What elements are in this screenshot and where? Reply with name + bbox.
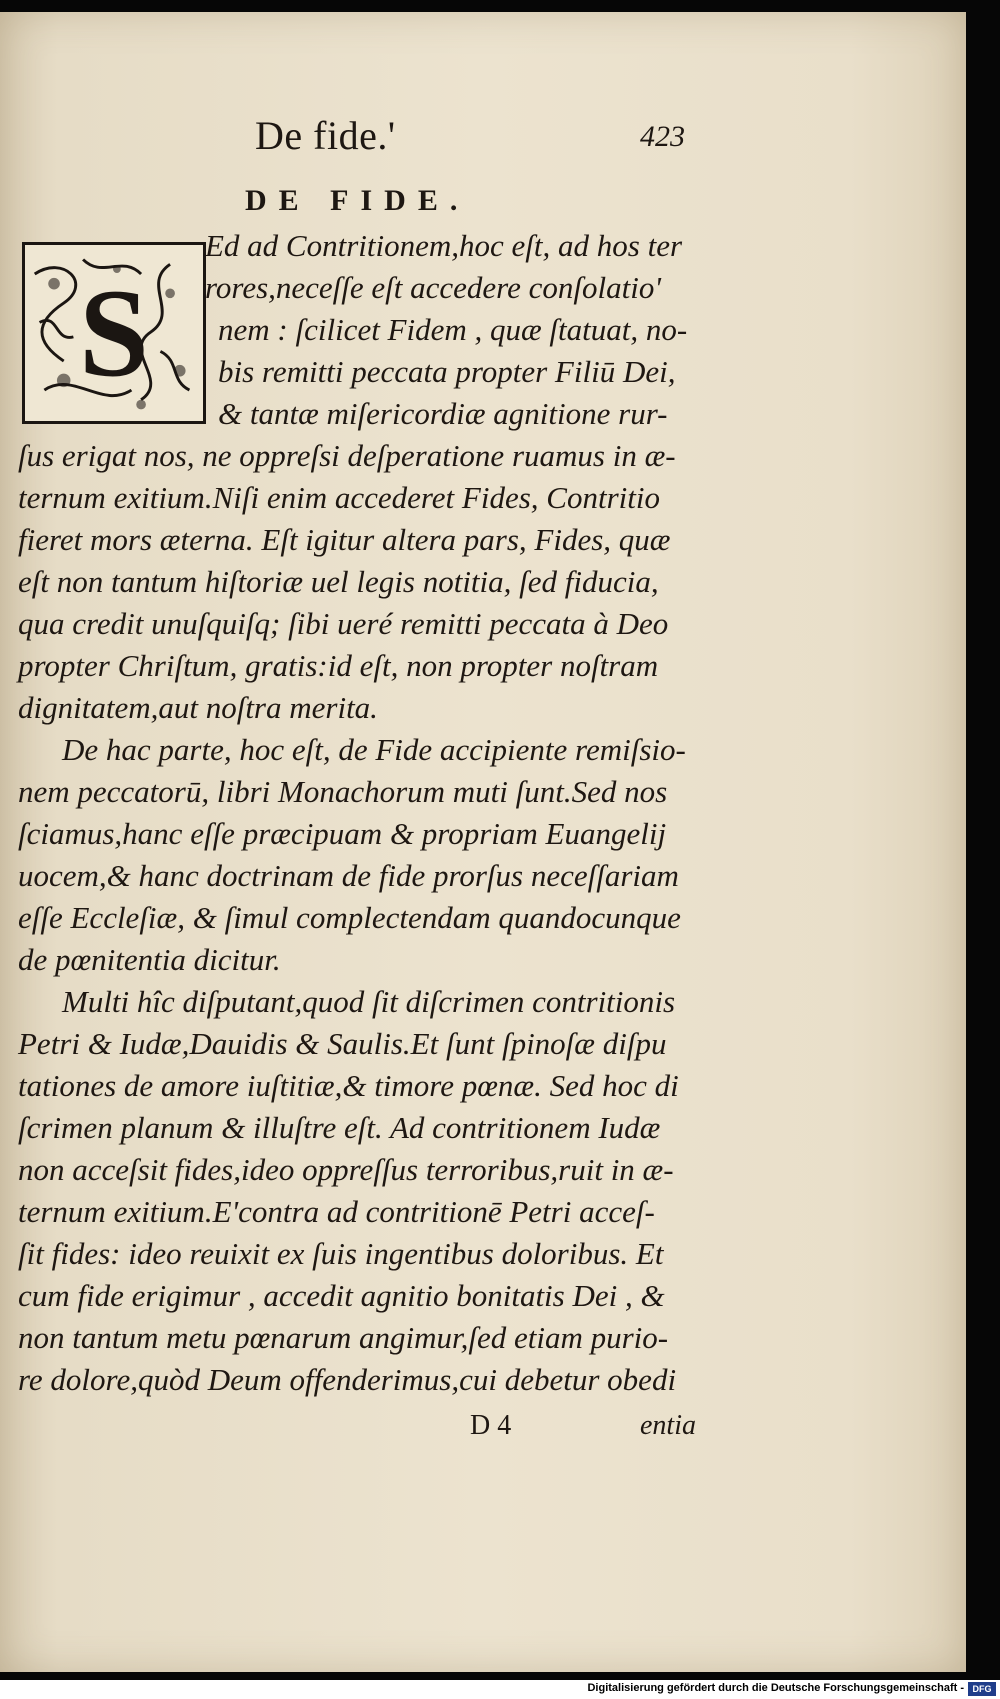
digitization-credit: Digitalisierung gefördert durch die Deutsche Forschungsgemeinschaft - <box>587 1682 964 1694</box>
body-line: ſciamus,hanc eſſe præcipuam & propriam Euangelij <box>18 816 667 851</box>
body-line: non tantum metu pœnarum angimur,ſed etiam purio- <box>18 1320 669 1355</box>
running-title: De fide.' <box>255 113 396 158</box>
body-line: dignitatem,aut noſtra merita. <box>18 690 378 725</box>
body-line: Ed ad Contritionem,hoc eſt, ad hos ter <box>205 228 683 263</box>
body-line: de pœnitentia dicitur. <box>18 942 281 977</box>
body-line: ſit fides: ideo reuixit ex ſuis ingentibus doloribus. Et <box>18 1236 664 1271</box>
body-line: & tantæ miſericordiæ agnitione rur- <box>218 396 668 431</box>
signature-mark: D 4 <box>470 1410 512 1441</box>
dfg-logo: DFG <box>968 1682 996 1696</box>
body-line: nem peccatorū, libri Monachorum muti ſunt.Sed nos <box>18 774 668 809</box>
body-line: tationes de amore iuſtitiæ,& timore pœnæ. Sed hoc di <box>18 1068 679 1103</box>
page-number: 423 <box>640 120 685 153</box>
body-line: ſcrimen planum & illuſtre eſt. Ad contritionem Iudæ <box>18 1110 661 1145</box>
body-line: bis remitti peccata propter Filiū Dei, <box>218 354 676 389</box>
body-line: propter Chriſtum, gratis:id eſt, non propter noſtram <box>18 648 659 683</box>
body-line: Multi hîc diſputant,quod ſit diſcrimen contritionis <box>62 984 676 1019</box>
ornamental-initial-icon <box>25 245 203 421</box>
body-line: eſt non tantum hiſtoriæ uel legis notitia, ſed fiducia, <box>18 564 659 599</box>
body-line: uocem,& hanc doctrinam de fide prorſus neceſſariam <box>18 858 679 893</box>
book-page <box>0 12 966 1672</box>
catchword: entia <box>640 1410 696 1441</box>
body-line: ternum exitium.E'contra ad contritionē Petri acceſ- <box>18 1194 655 1229</box>
section-title: DE FIDE. <box>245 184 470 217</box>
body-line: ſus erigat nos, ne oppreſsi deſperatione ruamus in æ- <box>18 438 676 473</box>
body-line: non acceſsit fides,ideo oppreſſus terroribus,ruit in æ- <box>18 1152 674 1187</box>
body-line: eſſe Eccleſiæ, & ſimul complectendam quandocunque <box>18 900 681 935</box>
body-line: fieret mors æterna. Eſt igitur altera pars, Fides, quæ <box>18 522 671 557</box>
svg-text:S: S <box>79 264 149 404</box>
body-line: qua credit unuſquiſq; ſibi ueré remitti peccata à Deo <box>18 606 669 641</box>
decorated-initial <box>22 242 206 424</box>
body-line: ternum exitium.Niſi enim accederet Fides, Contritio <box>18 480 660 515</box>
body-line: nem : ſcilicet Fidem , quæ ſtatuat, no- <box>218 312 688 347</box>
body-line: cum fide erigimur , accedit agnitio bonitatis Dei , & <box>18 1278 665 1313</box>
body-line: rores,neceſſe eſt accedere conſolatio' <box>205 270 661 305</box>
body-line: re dolore,quòd Deum offenderimus,cui debetur obedi <box>18 1362 677 1397</box>
body-line: Petri & Iudæ,Dauidis & Saulis.Et ſunt ſpinoſæ diſpu <box>18 1026 667 1061</box>
body-line: De hac parte, hoc eſt, de Fide accipiente remiſsio- <box>62 732 686 767</box>
